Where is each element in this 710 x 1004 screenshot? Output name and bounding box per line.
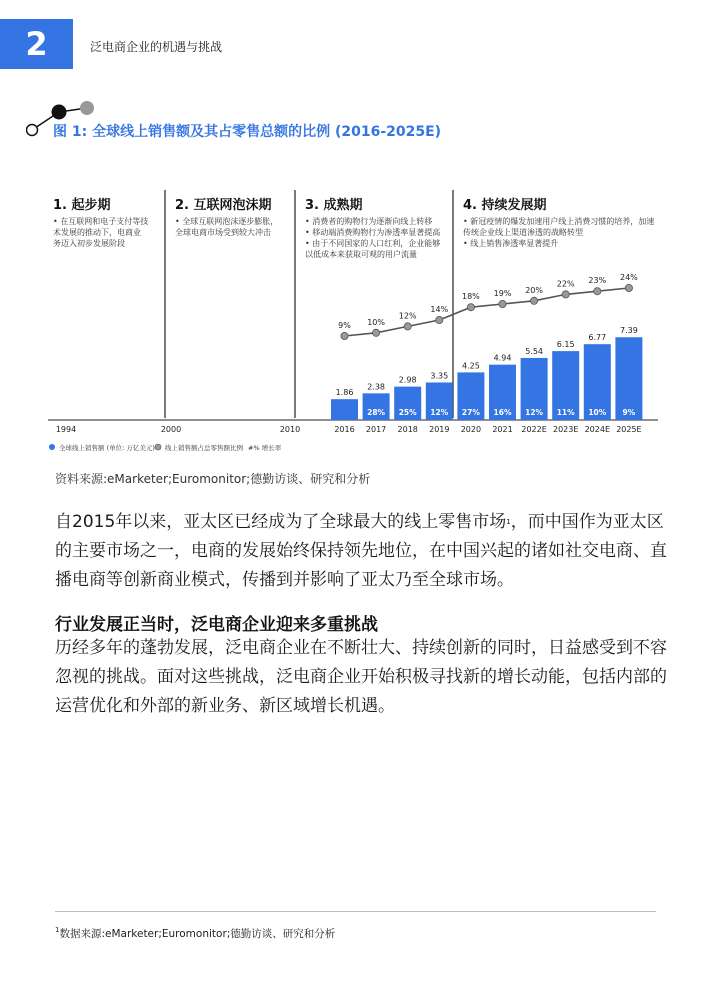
chart-source: 资料来源:eMarketer;Euromonitor;德勤访谈、研究和分析 <box>55 472 371 486</box>
legend-share-label: 线上销售额占总零售额比例 <box>165 444 243 452</box>
bar-value-2016: 1.86 <box>335 388 354 398</box>
growth-label-2023E: 11% <box>556 408 575 417</box>
share-line <box>345 285 629 336</box>
phase-1-bullet-1-line-3: 务迈入初步发展阶段 <box>53 239 125 248</box>
share-label-2023E: 22% <box>556 279 575 289</box>
share-label-2021: 19% <box>493 289 512 298</box>
phase-3-bullet-3-line-1: • 由于不同国家的人口红利，企业能够 <box>305 239 441 248</box>
bar-value-2021: 4.94 <box>493 353 512 363</box>
phase-3-bullet-1-line-1: • 消费者的购物行为逐渐向线上转移 <box>305 217 433 226</box>
share-point-2017 <box>373 329 380 336</box>
bar-value-2019: 3.35 <box>430 371 449 381</box>
x-tick-2018: 2018 <box>397 425 418 434</box>
bar-value-2017: 2.38 <box>367 382 386 392</box>
body-paragraph-1-rest: ，而中国作为亚太区的主要市场之一，电商的发展始终保持领先地位，在中国兴起的诸如社交电商、直播电商等创新商业模式，传播到并影响了亚太乃至全球市场。 <box>55 512 667 590</box>
growth-label-2022E: 12% <box>525 408 544 417</box>
share-point-2020 <box>467 304 474 311</box>
timeline-tick-2000: 2000 <box>160 425 182 434</box>
phase-3-bullet-3-line-2: 以低成本来获取可观的用户流量 <box>305 250 417 259</box>
section-title: 泛电商企业的机遇与挑战 <box>90 40 223 54</box>
growth-label-2024E: 10% <box>588 408 607 417</box>
growth-label-2019: 12% <box>430 408 449 417</box>
share-label-2020: 18% <box>462 292 480 302</box>
phase-4-bullet-1-line-2: 传统企业线上渠道渗透的战略转型 <box>463 228 583 237</box>
timeline-tick-1994: 1994 <box>55 425 77 434</box>
share-label-2018: 12% <box>398 311 417 321</box>
phase-title-3: 3. 成熟期 <box>305 198 363 213</box>
x-tick-2017: 2017 <box>365 425 387 434</box>
legend-sales-label: 全球线上销售额 (单位: 万亿美元) <box>59 444 155 452</box>
bar-value-2018: 2.98 <box>398 375 417 385</box>
phase-3-bullet-2-line-1: • 移动端消费购物行为渗透率显著提高 <box>305 228 441 237</box>
share-label-2017: 10% <box>367 317 385 327</box>
body-paragraph-1 <box>55 508 675 595</box>
share-label-2025E: 24% <box>620 273 638 282</box>
body-paragraph-2: 历经多年的蓬勃发展，泛电商企业在不断壮大、持续创新的同时，日益感受到不容忽视的挑战。面对这些挑战，泛电商企业开始积极寻找新的增长动能，包括内部的运营优化和外部的新业务、新区域增长机遇。 <box>55 638 667 716</box>
phase-4-bullet-2-line-1: • 线上销售渗透率显著提升 <box>463 239 559 248</box>
share-point-2016 <box>341 332 348 339</box>
share-point-2018 <box>404 323 411 330</box>
footnote-text: 数据来源:eMarketer;Euromonitor;德勤访谈、研究和分析 <box>59 928 336 940</box>
share-point-2022E <box>531 297 538 304</box>
bar-value-2022E: 5.54 <box>525 346 544 356</box>
share-point-2021 <box>499 300 506 307</box>
share-point-2019 <box>436 316 443 323</box>
phase-2-bullet-1-line-2: 全球电商市场受到较大冲击 <box>175 228 271 237</box>
phase-title-4: 4. 持续发展期 <box>463 198 547 213</box>
x-tick-2023E: 2023E <box>552 425 579 434</box>
section-heading: 行业发展正当时，泛电商企业迎来多重挑战 <box>55 615 378 635</box>
legend-growth-label: #% 增长率 <box>248 444 282 452</box>
x-tick-2025E: 2025E <box>616 425 642 434</box>
share-label-2022E: 20% <box>525 285 543 295</box>
figure-title: 图 1: 全球线上销售额及其占零售总额的比例 (2016-2025E) <box>53 124 442 140</box>
x-tick-2016: 2016 <box>334 425 355 434</box>
x-tick-2019: 2019 <box>429 425 450 434</box>
share-label-2016: 9% <box>338 321 351 330</box>
phase-1-bullet-1-line-2: 术发展的推动下，电商业 <box>53 228 141 237</box>
x-tick-2024E: 2024E <box>584 425 611 434</box>
growth-label-2021: 16% <box>493 408 512 417</box>
footnote <box>55 926 335 941</box>
timeline-tick-2010: 2010 <box>279 425 301 434</box>
footnote-divider <box>55 911 656 912</box>
x-tick-2020: 2020 <box>460 425 482 434</box>
body-paragraph-1-text: 自2015年以来，亚太区已经成为了全球最大的线上零售市场 <box>55 512 507 532</box>
x-tick-2022E: 2022E <box>521 425 547 434</box>
phase-1-bullet-1-line-1: • 在互联网和电子支付等技 <box>53 217 149 226</box>
bar-value-2020: 4.25 <box>461 361 480 371</box>
growth-label-2025E: 9% <box>622 408 636 417</box>
share-point-2023E <box>562 291 569 298</box>
growth-label-2017: 28% <box>367 408 386 417</box>
footnote-reference: 1 <box>506 518 511 526</box>
sales-chart <box>48 182 668 467</box>
phase-2-bullet-1-line-1: • 全球互联网泡沫逐步膨胀， <box>175 217 279 226</box>
x-tick-2021: 2021 <box>492 425 513 434</box>
section-number-badge: 2 <box>0 19 73 69</box>
share-label-2024E: 23% <box>588 276 607 286</box>
share-point-2024E <box>594 288 601 295</box>
phase-title-2: 2. 互联网泡沫期 <box>175 198 272 213</box>
share-label-2019: 14% <box>430 305 449 314</box>
share-point-2025E <box>625 284 632 291</box>
bar-value-2025E: 7.39 <box>619 326 638 336</box>
legend-sales-marker <box>49 444 55 450</box>
phase-4-bullet-1-line-1: • 新冠疫情的爆发加速用户线上消费习惯的培养，加速 <box>463 217 655 226</box>
footnote-marker: 1 <box>55 926 60 934</box>
bar-2016 <box>331 399 358 420</box>
bar-value-2023E: 6.15 <box>556 340 575 350</box>
legend-share-marker <box>155 444 161 450</box>
growth-label-2018: 25% <box>398 408 417 417</box>
growth-label-2020: 27% <box>461 408 480 417</box>
phase-title-1: 1. 起步期 <box>53 198 111 213</box>
bar-value-2024E: 6.77 <box>588 333 607 343</box>
